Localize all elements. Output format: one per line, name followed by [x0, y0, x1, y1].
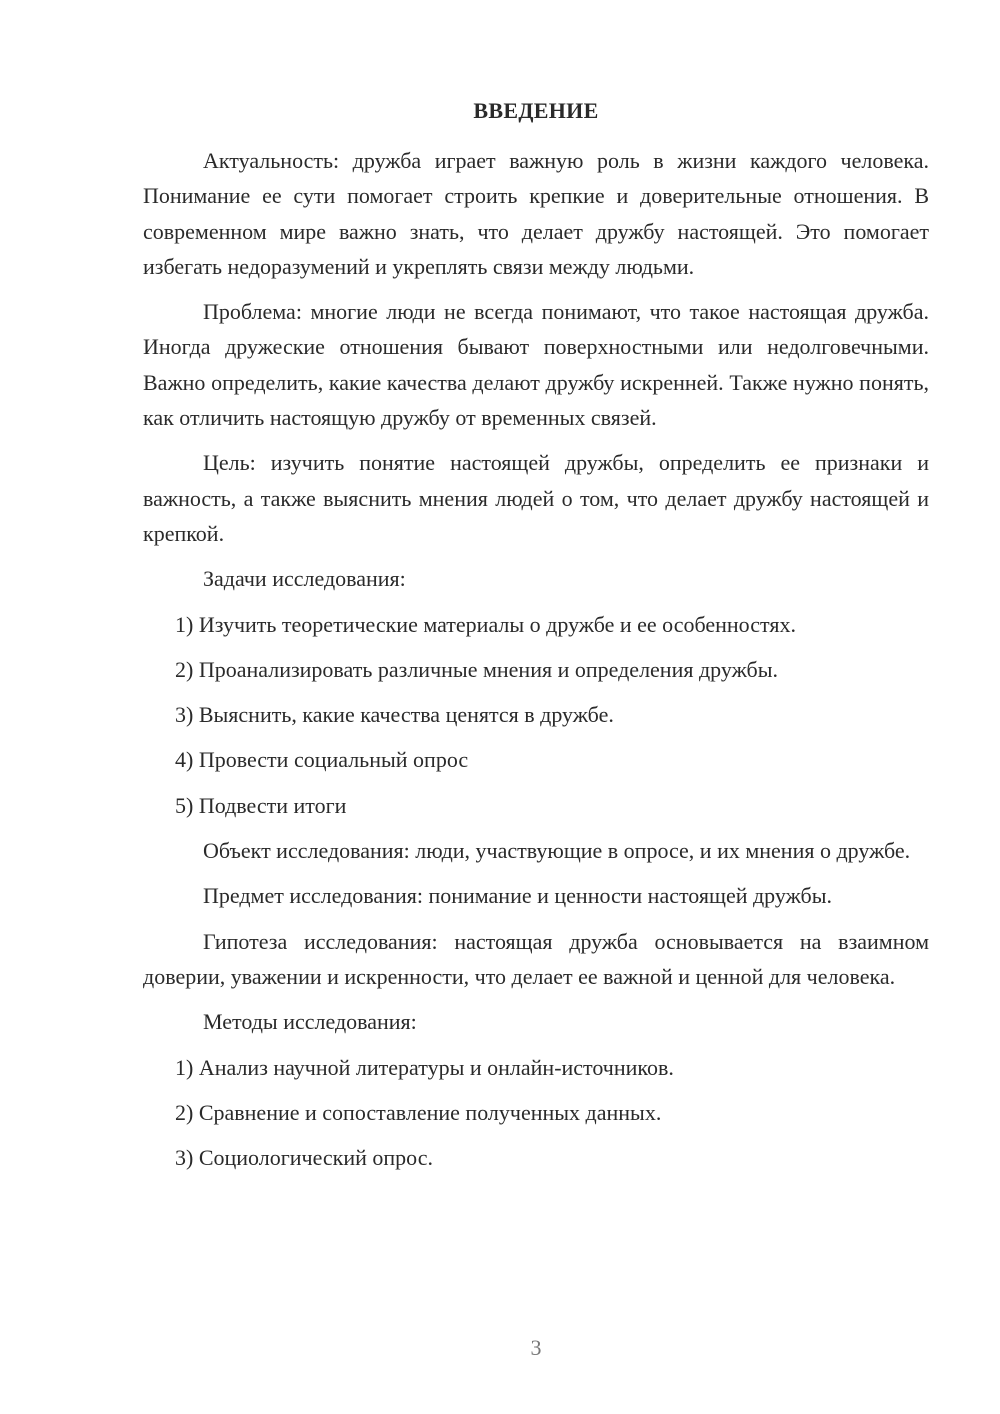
task-item-5: 5) Подвести итоги	[175, 792, 347, 818]
tasks-heading: Задачи исследования:	[203, 566, 406, 592]
paragraph-subject: Предмет исследования: понимание и ценности настоящей дружбы.	[203, 883, 832, 909]
page-number: 3	[530, 1335, 542, 1360]
task-item-1: 1) Изучить теоретические материалы о дружбе и ее особенностях.	[175, 611, 796, 637]
paragraph-goal: Цель: изучить понятие настоящей дружбы, определить ее признаки и важность, а также выяснить мнения людей о том, что делает дружбу настоящей и крепкой.	[143, 450, 929, 546]
methods-heading: Методы исследования:	[203, 1009, 417, 1035]
page-title: ВВЕДЕНИЕ	[473, 98, 599, 123]
method-item-1: 1) Анализ научной литературы и онлайн-источников.	[175, 1054, 674, 1080]
paragraph-problem: Проблема: многие люди не всегда понимают, что такое настоящая дружба. Иногда дружеские отношения бывают поверхностными или недолговечными. Важно определить, какие качества делают дружбу искренней. Также нужно понять, как отличить настоящую дружбу от временных связей.	[143, 299, 929, 431]
document-body	[143, 143, 929, 1185]
paragraph-object: Объект исследования: люди, участвующие в опросе, и их мнения о дружбе.	[203, 838, 911, 864]
task-item-3: 3) Выяснить, какие качества ценятся в дружбе.	[175, 702, 614, 728]
method-item-3: 3) Социологический опрос.	[175, 1145, 433, 1171]
paragraph-relevance: Актуальность: дружба играет важную роль в жизни каждого человека. Понимание ее сути помогает строить крепкие и доверительные отношения. В современном мире важно знать, что делает дружбу настоящей. Это помогает избегать недоразумений и укреплять связи между людьми.	[143, 148, 929, 279]
task-item-4: 4) Провести социальный опрос	[175, 747, 469, 773]
task-item-2: 2) Проанализировать различные мнения и определения дружбы.	[175, 656, 778, 682]
method-item-2: 2) Сравнение и сопоставление полученных данных.	[175, 1099, 662, 1125]
paragraph-hypothesis: Гипотеза исследования: настоящая дружба основывается на взаимном доверии, уважении и искренности, что делает ее важной и ценной для человека.	[143, 928, 929, 989]
